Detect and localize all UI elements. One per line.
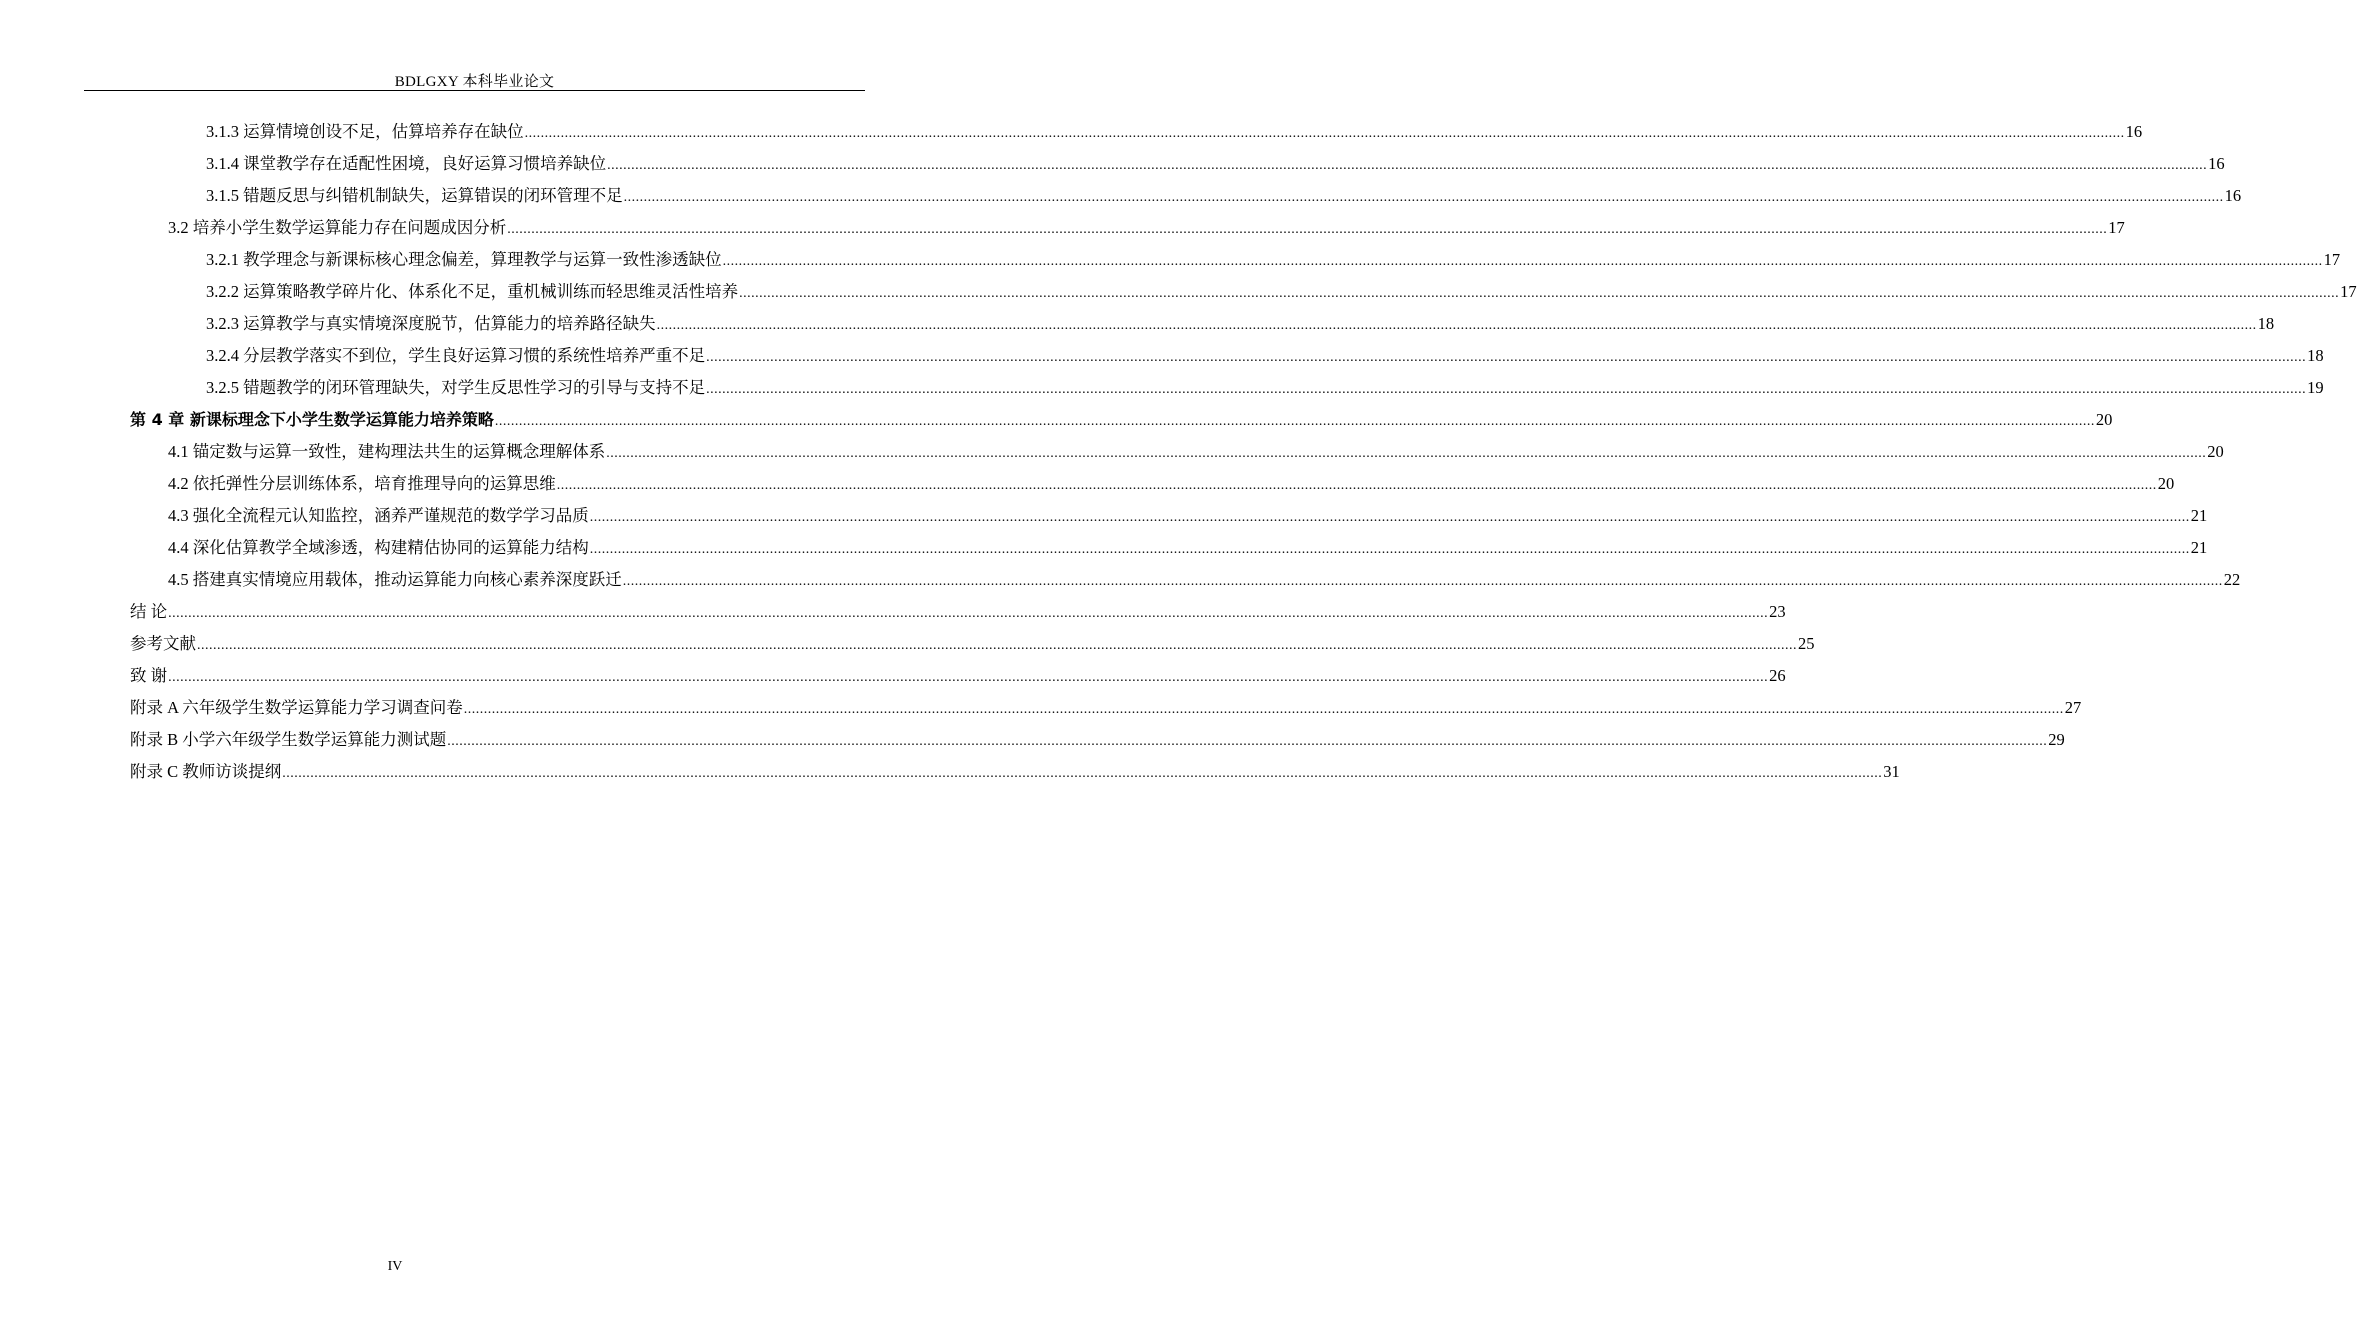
- toc-dot-leader: ................................................................................................................................................................................................................................................................................................................................................................................................................: [168, 670, 1769, 685]
- toc-entry[interactable]: [168, 436, 2224, 468]
- toc-entry-page: 31: [1883, 762, 1900, 781]
- toc-entry-title: 4.1 锚定数与运算一致性，建构理法共生的运算概念理解体系: [168, 442, 606, 461]
- toc-dot-leader: ................................................................................................................................................................................................................................................................................................................................................................................................................: [494, 414, 2095, 429]
- header-divider: [84, 90, 865, 91]
- toc-entry-title: 3.1.4 课堂教学存在适配性困境，良好运算习惯培养缺位: [206, 154, 607, 173]
- toc-entry-page: 21: [2190, 506, 2208, 525]
- toc-entry[interactable]: [168, 468, 2175, 500]
- toc-entry-title: 附录 B 小学六年级学生数学运算能力测试题: [130, 730, 447, 749]
- toc-entry-title: 4.5 搭建真实情境应用载体，推动运算能力向核心素养深度跃迁: [168, 570, 622, 589]
- toc-entry-page: 17: [2108, 218, 2125, 237]
- toc-entry[interactable]: [206, 372, 2324, 404]
- running-header: BDLGXY 本科毕业论文: [394, 74, 555, 90]
- toc-entry-page: 21: [2190, 538, 2208, 557]
- toc-entry-page: 19: [2307, 378, 2324, 397]
- toc-dot-leader: ................................................................................................................................................................................................................................................................................................................................................................................................................: [722, 254, 2323, 269]
- toc-entry[interactable]: [206, 308, 2275, 340]
- toc-entry[interactable]: [206, 180, 2242, 212]
- toc-entry-page: 16: [2224, 186, 2242, 205]
- toc-entry-page: 18: [2257, 314, 2275, 333]
- toc-entry-title: 附录 A 六年级学生数学运算能力学习调查问卷: [130, 698, 463, 717]
- toc-entry[interactable]: [130, 756, 1900, 788]
- toc-entry-page: 16: [2125, 122, 2143, 141]
- toc-entry[interactable]: [130, 628, 1815, 660]
- toc-entry-page: 29: [2048, 730, 2065, 749]
- toc-dot-leader: ................................................................................................................................................................................................................................................................................................................................................................................................................: [589, 510, 2190, 525]
- toc-dot-leader: ................................................................................................................................................................................................................................................................................................................................................................................................................: [556, 478, 2157, 493]
- toc-entry[interactable]: [130, 596, 1786, 628]
- toc-dot-leader: ................................................................................................................................................................................................................................................................................................................................................................................................................: [282, 766, 1883, 781]
- toc-entry[interactable]: [130, 692, 2082, 724]
- toc-dot-leader: ................................................................................................................................................................................................................................................................................................................................................................................................................: [197, 638, 1797, 653]
- toc-entry[interactable]: [168, 500, 2208, 532]
- toc-entry[interactable]: [168, 564, 2241, 596]
- toc-dot-leader: ................................................................................................................................................................................................................................................................................................................................................................................................................: [606, 446, 2207, 461]
- toc-dot-leader: ................................................................................................................................................................................................................................................................................................................................................................................................................: [622, 574, 2223, 589]
- toc-entry-page: 20: [2207, 442, 2224, 461]
- toc-dot-leader: ................................................................................................................................................................................................................................................................................................................................................................................................................: [447, 734, 2048, 749]
- toc-dot-leader: ................................................................................................................................................................................................................................................................................................................................................................................................................: [706, 382, 2307, 397]
- toc-entry-page: 25: [1798, 634, 1815, 653]
- toc-entry-title: 3.1.3 运算情境创设不足，估算培养存在缺位: [206, 122, 524, 141]
- toc-entry-title: 结 论: [130, 602, 168, 621]
- toc-dot-leader: ................................................................................................................................................................................................................................................................................................................................................................................................................: [524, 126, 2125, 141]
- page-number: IV: [387, 1259, 403, 1274]
- toc-entry[interactable]: [206, 116, 2143, 148]
- toc-entry[interactable]: [130, 660, 1786, 692]
- toc-dot-leader: ................................................................................................................................................................................................................................................................................................................................................................................................................: [607, 158, 2208, 173]
- toc-entry[interactable]: [206, 276, 2357, 308]
- toc-dot-leader: ................................................................................................................................................................................................................................................................................................................................................................................................................: [623, 190, 2224, 205]
- toc-entry-title: 4.3 强化全流程元认知监控，涵养严谨规范的数学学习品质: [168, 506, 589, 525]
- toc-entry-title: 参考文献: [130, 634, 196, 653]
- toc-entry-title: 3.2.2 运算策略教学碎片化、体系化不足，重机械训练而轻思维灵活性培养: [206, 282, 739, 301]
- toc-entry-page: 20: [2095, 410, 2113, 429]
- toc-entry[interactable]: [206, 340, 2324, 372]
- toc-entry[interactable]: [130, 724, 2065, 756]
- toc-entry-title: 3.2.1 教学理念与新课标核心理念偏差，算理教学与运算一致性渗透缺位: [206, 250, 722, 269]
- toc-entry-title: 3.1.5 错题反思与纠错机制缺失，运算错误的闭环管理不足: [206, 186, 623, 205]
- toc-entry-title: 致 谢: [130, 666, 168, 685]
- toc-entry-title: 4.2 依托弹性分层训练体系，培育推理导向的运算思维: [168, 474, 556, 493]
- toc-entry[interactable]: [168, 212, 2125, 244]
- toc-entry[interactable]: [206, 244, 2341, 276]
- toc-dot-leader: ................................................................................................................................................................................................................................................................................................................................................................................................................: [656, 318, 2257, 333]
- toc-entry-page: 17: [2340, 282, 2357, 301]
- toc-entry-page: 22: [2223, 570, 2241, 589]
- toc-dot-leader: ................................................................................................................................................................................................................................................................................................................................................................................................................: [507, 222, 2108, 237]
- toc-entry-page: 27: [2064, 698, 2082, 717]
- toc-dot-leader: ................................................................................................................................................................................................................................................................................................................................................................................................................: [463, 702, 2064, 717]
- toc-dot-leader: ................................................................................................................................................................................................................................................................................................................................................................................................................: [589, 542, 2190, 557]
- toc-entry[interactable]: [130, 404, 2113, 436]
- toc-entry-page: 18: [2307, 346, 2324, 365]
- toc-entry-title: 第 4 章 新课标理念下小学生数学运算能力培养策略: [130, 410, 494, 429]
- toc-dot-leader: ................................................................................................................................................................................................................................................................................................................................................................................................................: [706, 350, 2307, 365]
- toc-entry-page: 26: [1769, 666, 1786, 685]
- toc-entry-title: 附录 C 教师访谈提纲: [130, 762, 282, 781]
- toc-entry-title: 3.2.5 错题教学的闭环管理缺失，对学生反思性学习的引导与支持不足: [206, 378, 706, 397]
- toc-entry-title: 4.4 深化估算教学全域渗透，构建精估协同的运算能力结构: [168, 538, 589, 557]
- toc-dot-leader: ................................................................................................................................................................................................................................................................................................................................................................................................................: [168, 606, 1769, 621]
- toc-dot-leader: ................................................................................................................................................................................................................................................................................................................................................................................................................: [739, 286, 2340, 301]
- toc-entry-title: 3.2.3 运算教学与真实情境深度脱节，估算能力的培养路径缺失: [206, 314, 656, 333]
- toc-entry-title: 3.2 培养小学生数学运算能力存在问题成因分析: [168, 218, 507, 237]
- toc-entry-title: 3.2.4 分层教学落实不到位，学生良好运算习惯的系统性培养严重不足: [206, 346, 706, 365]
- toc-entry[interactable]: [206, 148, 2225, 180]
- toc-entry[interactable]: [168, 532, 2208, 564]
- toc-entry-page: 16: [2208, 154, 2225, 173]
- toc-entry-page: 17: [2323, 250, 2341, 269]
- toc-entry-page: 23: [1769, 602, 1786, 621]
- toc-entry-page: 20: [2157, 474, 2175, 493]
